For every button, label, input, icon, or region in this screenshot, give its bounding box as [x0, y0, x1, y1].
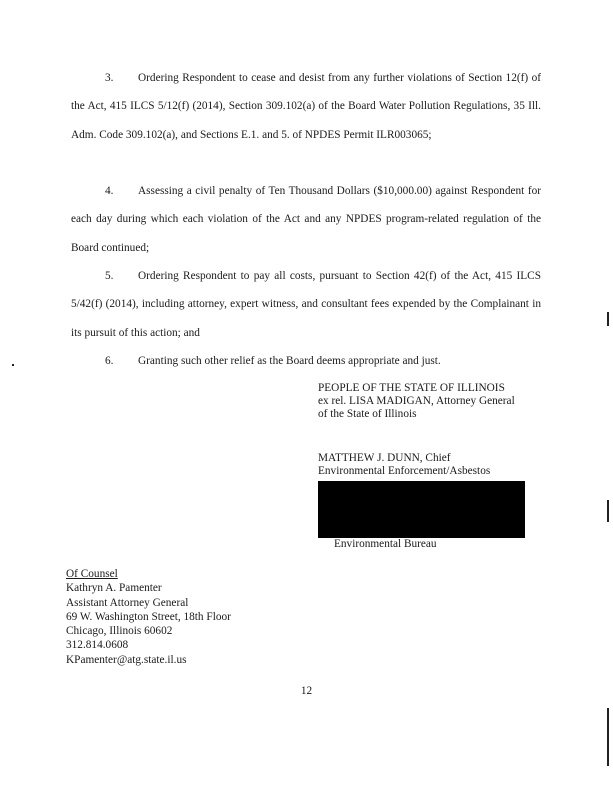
paragraph-text: Ordering Respondent to cease and desist from any further violations of Section 12(f) of the Act, 415 ILCS 5/12(f) (2014), Section 309.102(a) of the Board Water Pollution Regulations, 35 Ill. Adm. Code 309.102(a), and Sections E.1. and 5. of NPDES Permit ILR003065; [71, 72, 541, 141]
scan-mark [607, 312, 609, 326]
bureau-name: Environmental Bureau [334, 538, 437, 550]
paragraph-3 [71, 64, 541, 149]
scan-mark [12, 364, 14, 366]
counsel-line: Assistant Attorney General [66, 596, 189, 609]
paragraph-text: Granting such other relief as the Board deems appropriate and just. [138, 355, 441, 367]
of-counsel-block [66, 567, 326, 667]
paragraph-number: 3. [105, 72, 114, 84]
of-counsel-heading: Of Counsel [66, 568, 118, 580]
paragraph-text: Assessing a civil penalty of Ten Thousand Dollars ($10,000.00) against Respondent for each day during which each violation of the Act and any NPDES program-related regulation of the Board continued; [71, 185, 541, 254]
paragraph-6 [71, 347, 541, 375]
paragraph-4 [71, 177, 541, 262]
paragraph-number: 5. [105, 270, 114, 282]
counsel-line: 312.814.0608 [66, 639, 129, 652]
scan-mark [607, 708, 609, 766]
counsel-line: Kathryn A. Pamenter [66, 582, 162, 595]
counsel-line: Chicago, Illinois 60602 [66, 625, 173, 638]
signature-block-chief [318, 452, 548, 478]
paragraph-text: Ordering Respondent to pay all costs, pursuant to Section 42(f) of the Act, 415 ILCS 5/42(f) (2014), including attorney, expert witness, and consultant fees expended by the Complainant in its pursuit of this action; and [71, 270, 541, 339]
signature-line-2: ex rel. LISA MADIGAN, Attorney General [318, 395, 515, 408]
signature-line-1: PEOPLE OF THE STATE OF ILLINOIS [318, 382, 505, 394]
paragraph-number: 4. [105, 185, 114, 197]
paragraph-5 [71, 262, 541, 347]
chief-name: MATTHEW J. DUNN, Chief [318, 452, 451, 464]
counsel-line: KPamenter@atg.state.il.us [66, 653, 187, 666]
scan-mark [607, 500, 609, 522]
counsel-line: 69 W. Washington Street, 18th Floor [66, 610, 231, 623]
chief-title: Environmental Enforcement/Asbestos [318, 465, 491, 478]
page-number: 12 [300, 685, 313, 697]
signature-block-people [318, 382, 548, 422]
redaction-box [318, 481, 525, 538]
paragraph-number: 6. [105, 355, 114, 367]
signature-line-3: of the State of Illinois [318, 408, 417, 421]
